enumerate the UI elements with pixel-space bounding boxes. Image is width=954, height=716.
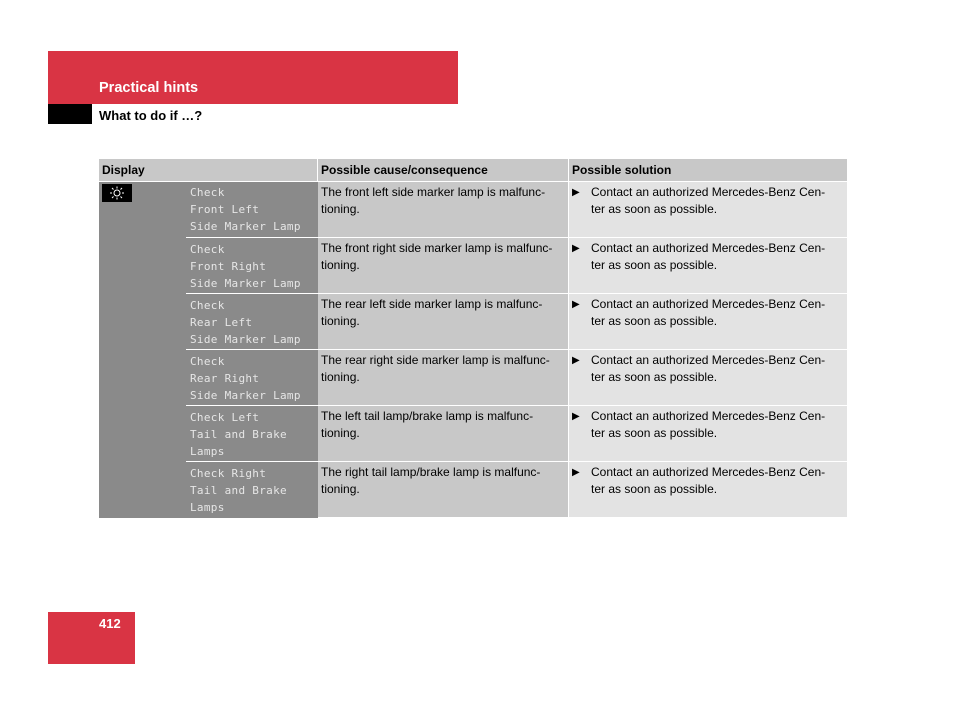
display-message-text: Check Left Tail and Brake Lamps [190,411,287,458]
bullet-arrow-icon: ▶ [572,467,580,478]
solution-cell [569,405,847,461]
display-message-cell [186,293,318,349]
exterior-lamp-icon [102,184,132,202]
display-message-text: Check Rear Right Side Marker Lamp [190,355,301,402]
column-header-solution: Possible solution [572,163,672,177]
solution-cell [569,349,847,405]
bullet-arrow-icon: ▶ [572,243,580,254]
solution-text: Contact an authorized Mercedes-Benz Cen- ter as soon as possible. [591,353,826,384]
display-message-text: Check Front Left Side Marker Lamp [190,186,301,233]
cause-cell: The left tail lamp/brake lamp is malfunc- tioning. [318,405,569,461]
display-message-text: Check Front Right Side Marker Lamp [190,243,301,290]
solution-text: Contact an authorized Mercedes-Benz Cen- ter as soon as possible. [591,185,826,216]
cause-cell: The front right side marker lamp is malfunc- tioning. [318,237,569,293]
solution-text: Contact an authorized Mercedes-Benz Cen- ter as soon as possible. [591,297,826,328]
table-row [318,181,847,237]
cause-cell: The rear right side marker lamp is malfunc- tioning. [318,349,569,405]
display-message-cell [186,237,318,293]
solution-cell [569,293,847,349]
bullet-arrow-icon: ▶ [572,299,580,310]
solution-text: Contact an authorized Mercedes-Benz Cen- ter as soon as possible. [591,465,826,496]
table-header-row [99,159,847,181]
table-row [318,237,847,293]
subsection-title: What to do if …? [99,108,203,123]
display-message-text: Check Right Tail and Brake Lamps [190,467,287,514]
cause-cell: The front left side marker lamp is malfunc- tioning. [318,181,569,237]
section-title: Practical hints [99,80,199,96]
solution-text: Contact an authorized Mercedes-Benz Cen- ter as soon as possible. [591,241,826,272]
bullet-arrow-icon: ▶ [572,187,580,198]
display-message-cell [186,181,318,236]
table-body [99,181,847,518]
table-row [318,349,847,405]
solution-cell [569,237,847,293]
table-row [318,461,847,517]
page-number: 412 [99,616,121,631]
section-tab-marker [48,104,92,124]
solution-text: Contact an authorized Mercedes-Benz Cen- ter as soon as possible. [591,409,826,440]
page-number-block [48,612,135,664]
solution-cell [569,461,847,517]
rows-column [318,181,847,518]
malfunction-table [99,159,847,518]
cause-cell: The rear left side marker lamp is malfunc- tioning. [318,293,569,349]
display-message-cell [186,461,318,517]
bullet-arrow-icon: ▶ [572,355,580,366]
display-message-cell [186,405,318,461]
table-row [318,293,847,349]
column-header-cause: Possible cause/consequence [318,159,569,181]
header-band [48,51,458,104]
display-column [99,181,318,518]
table-row [318,405,847,461]
display-message-cell [186,349,318,405]
column-header-display: Display [99,159,318,181]
display-message-text: Check Rear Left Side Marker Lamp [190,299,301,346]
cause-cell: The right tail lamp/brake lamp is malfunc- tioning. [318,461,569,517]
solution-cell [569,181,847,237]
bullet-arrow-icon: ▶ [572,411,580,422]
